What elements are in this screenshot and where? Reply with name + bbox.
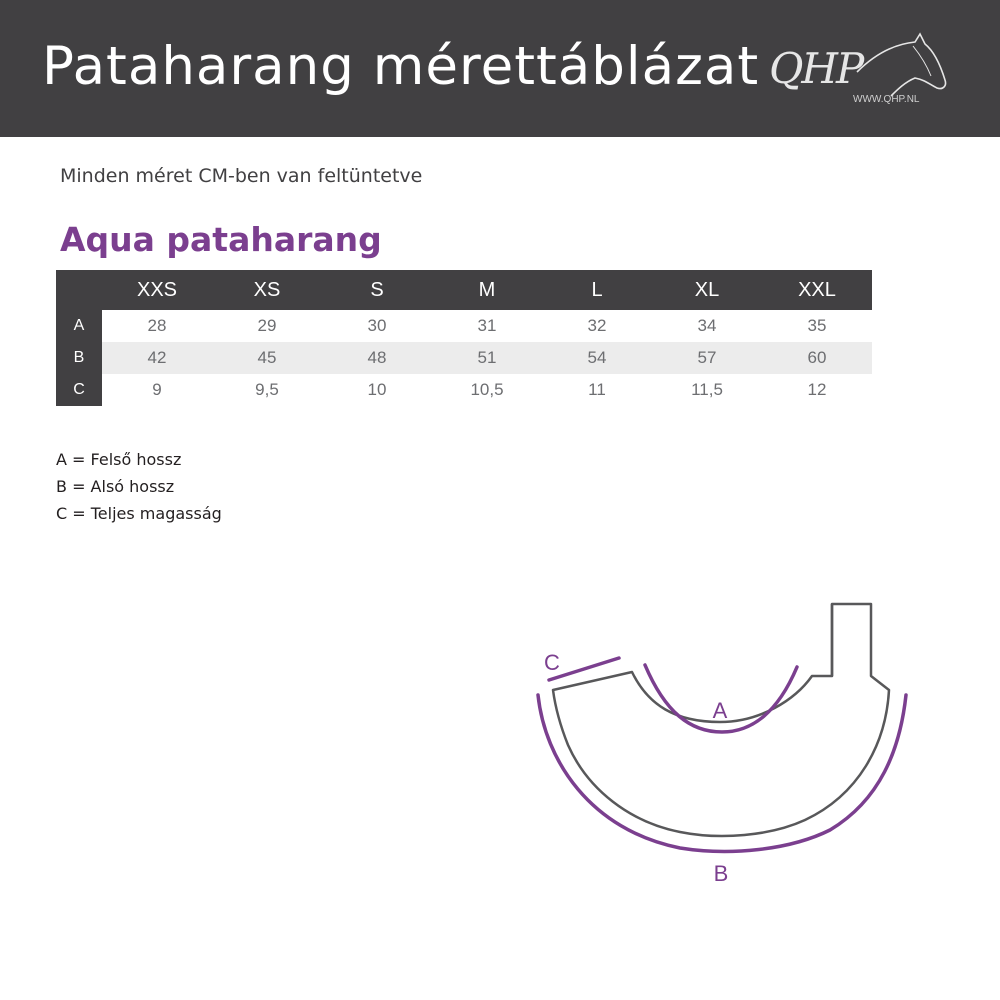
column-header: M <box>432 270 542 310</box>
column-header: XXL <box>762 270 872 310</box>
table-cell: 29 <box>257 316 277 335</box>
table-cell: 12 <box>807 380 827 399</box>
table-cell: 11,5 <box>691 380 723 399</box>
qhp-logo <box>765 32 955 112</box>
header-bar <box>0 0 1000 137</box>
table-cell: 10,5 <box>470 380 504 399</box>
label-b: B <box>713 861 729 886</box>
table-cell: 11 <box>588 380 606 399</box>
column-header: L <box>542 270 652 310</box>
table-cell: 48 <box>322 342 432 374</box>
product-title: Aqua pataharang <box>60 220 382 259</box>
table-cell: 60 <box>762 342 872 374</box>
table-cell: 51 <box>432 342 542 374</box>
table-corner <box>56 270 102 310</box>
table-cell: 30 <box>367 316 387 335</box>
dimension-legend <box>56 446 222 527</box>
table-cell: 35 <box>807 316 827 335</box>
column-header: XXS <box>102 270 212 310</box>
table-cell: 28 <box>147 316 167 335</box>
table-header-row <box>56 270 872 310</box>
column-header: XL <box>652 270 762 310</box>
legend-item-a: A = Felső hossz <box>56 450 182 469</box>
logo-url: WWW.QHP.NL <box>853 94 920 105</box>
size-table <box>56 270 872 406</box>
table-cell: 10 <box>367 380 387 399</box>
table-cell: 34 <box>697 316 717 335</box>
table-cell: 42 <box>102 342 212 374</box>
table-cell: 9,5 <box>255 380 279 399</box>
row-label: C <box>56 374 102 406</box>
column-header: XS <box>212 270 322 310</box>
legend-item-b: B = Alsó hossz <box>56 477 175 496</box>
legend-item-c: C = Teljes magasság <box>56 504 222 523</box>
logo-text: QHP <box>769 44 863 93</box>
table-row <box>56 310 872 342</box>
row-label: B <box>56 342 102 374</box>
row-label: A <box>56 310 102 342</box>
table-row <box>56 342 872 374</box>
table-cell: 32 <box>587 316 607 335</box>
table-cell: 45 <box>212 342 322 374</box>
label-c: C <box>544 650 560 675</box>
column-header: S <box>322 270 432 310</box>
table-cell: 31 <box>477 316 497 335</box>
table-cell: 57 <box>652 342 762 374</box>
page-title: Pataharang mérettáblázat <box>42 36 760 97</box>
table-cell: 54 <box>542 342 652 374</box>
bell-boot-diagram <box>520 590 920 900</box>
units-note: Minden méret CM-ben van feltüntetve <box>60 165 423 187</box>
label-a: A <box>712 698 728 723</box>
table-cell: 9 <box>152 380 162 399</box>
table-row <box>56 374 872 406</box>
